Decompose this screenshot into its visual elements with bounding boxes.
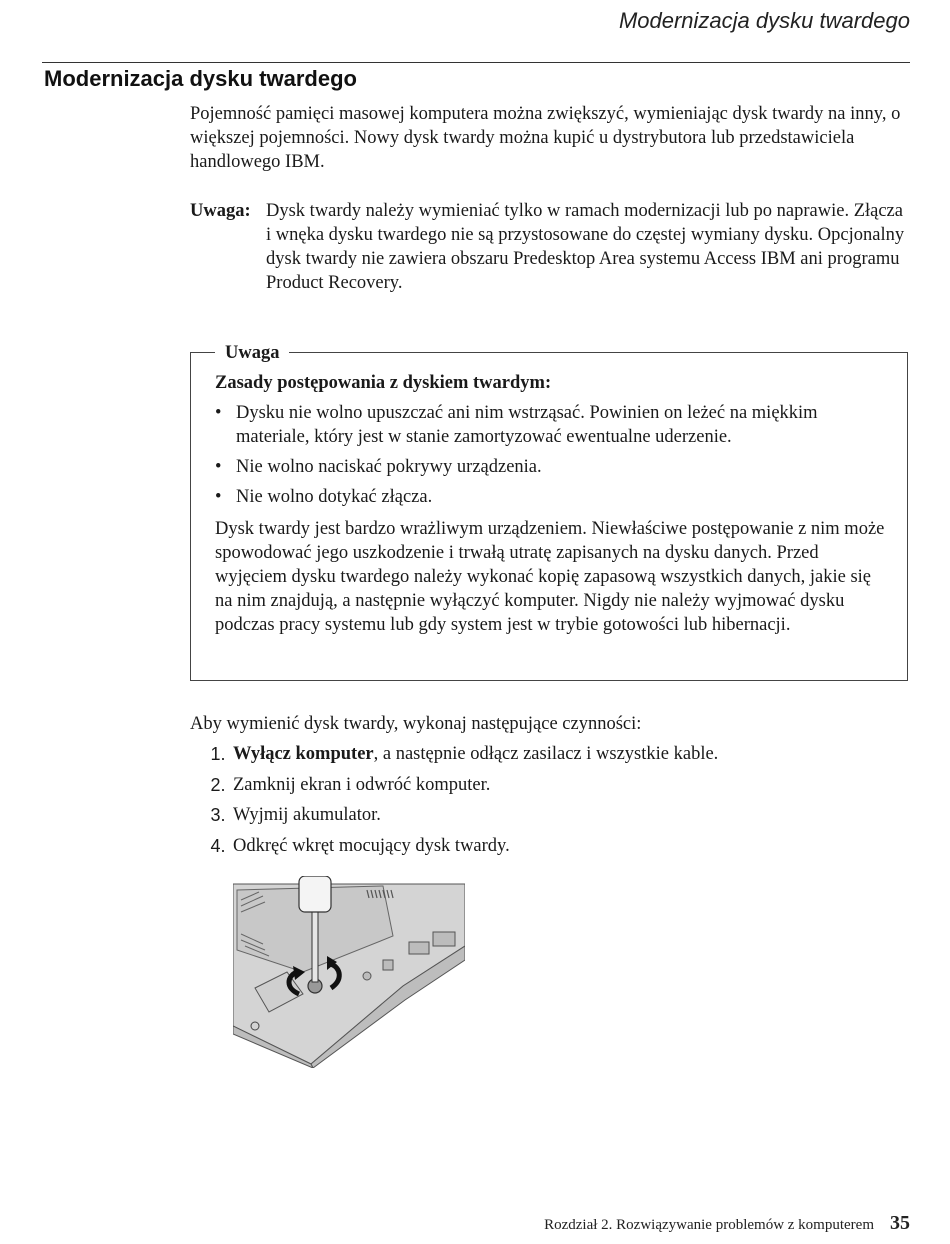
step-item [190, 803, 912, 827]
step-text: Odkręć wkręt mocujący dysk twardy. [233, 835, 510, 856]
section-title: Modernizacja dysku twardego [44, 66, 357, 91]
step-number: 1. [210, 744, 226, 764]
procedure-intro: Aby wymienić dysk twardy, wykonaj następujące czynności: [190, 714, 642, 734]
screwdriver-handle [299, 876, 331, 912]
step-number: 2. [210, 774, 226, 795]
hard-disk-screw-illustration [233, 876, 465, 1068]
bullet-icon: • [215, 487, 222, 507]
note [190, 199, 912, 295]
step-number: 3. [210, 805, 226, 825]
screwdriver-icon [312, 906, 318, 982]
attention-content [215, 371, 887, 637]
running-header: Modernizacja dysku twardego [618, 8, 910, 33]
step-bold-text: Wyłącz komputer [233, 744, 374, 764]
attention-paragraph: Dysk twardy jest bardzo wrażliwym urządzeniem. Niewłaściwe postępowanie z nim może spowodować jego uszkodzenie i trwałą utratę zapisanych na dysku danych. Przed wyjęciem dysku twardego należy wykonać kopię zapasową wszystkich danych, jakie się na nim znajdują, a następnie wyłączyć komputer. Nigdy nie należy wyjmować dysku podczas pracy systemu lub gdy system jest w trybie gotowości lub hibernacji. [215, 519, 885, 635]
bullet-text: Nie wolno naciskać pokrywy urządzenia. [236, 457, 542, 477]
page-number: 35 [890, 1212, 910, 1234]
step-text: Zamknij ekran i odwróć komputer. [233, 774, 491, 795]
attention-heading: Zasady postępowania z dyskiem twardym: [215, 373, 552, 393]
step-item [190, 834, 912, 858]
header-rule [42, 62, 910, 63]
bullet-icon: • [215, 457, 222, 477]
attention-legend: Uwaga [215, 343, 289, 363]
list-item [215, 485, 887, 509]
footer-chapter: Rozdział 2. Rozwiązywanie problemów z komputerem [544, 1217, 874, 1233]
attention-box [190, 343, 908, 681]
note-label: Uwaga: [190, 201, 251, 221]
step-text: Wyłącz komputer, a następnie odłącz zasilacz i wszystkie kable. [233, 744, 719, 764]
bullet-text: Dysku nie wolno upuszczać ani nim wstrząsać. Powinien on leżeć na miękkim materiale, który jest w stanie zamortyzować ewentualne uderzenie. [236, 403, 818, 447]
list-item [215, 455, 887, 479]
note-text: Dysk twardy należy wymieniać tylko w ramach modernizacji lub po naprawie. Złącza i wnęka dysku twardego nie są przystosowane do częstej wymiany dysku. Opcjonalny dysk twardy nie zawiera obszaru Predesktop Area systemu Access IBM ani programu Product Recovery. [266, 201, 905, 293]
list-item [215, 401, 887, 449]
step-item [190, 742, 912, 766]
step-number: 4. [210, 835, 226, 856]
bullet-text: Nie wolno dotykać złącza. [236, 487, 433, 507]
step-text: Wyjmij akumulator. [233, 805, 381, 825]
intro-paragraph: Pojemność pamięci masowej komputera można zwiększyć, wymieniając dysk twardy na inny, o większej pojemności. Nowy dysk twardy można kupić u dystrybutora lub przedstawiciela handlowego IBM. [190, 104, 901, 172]
attention-bullet-list [215, 401, 887, 509]
page-footer [544, 1212, 910, 1235]
bullet-icon: • [215, 403, 222, 423]
procedure-steps [190, 742, 912, 864]
step-item [190, 773, 912, 797]
